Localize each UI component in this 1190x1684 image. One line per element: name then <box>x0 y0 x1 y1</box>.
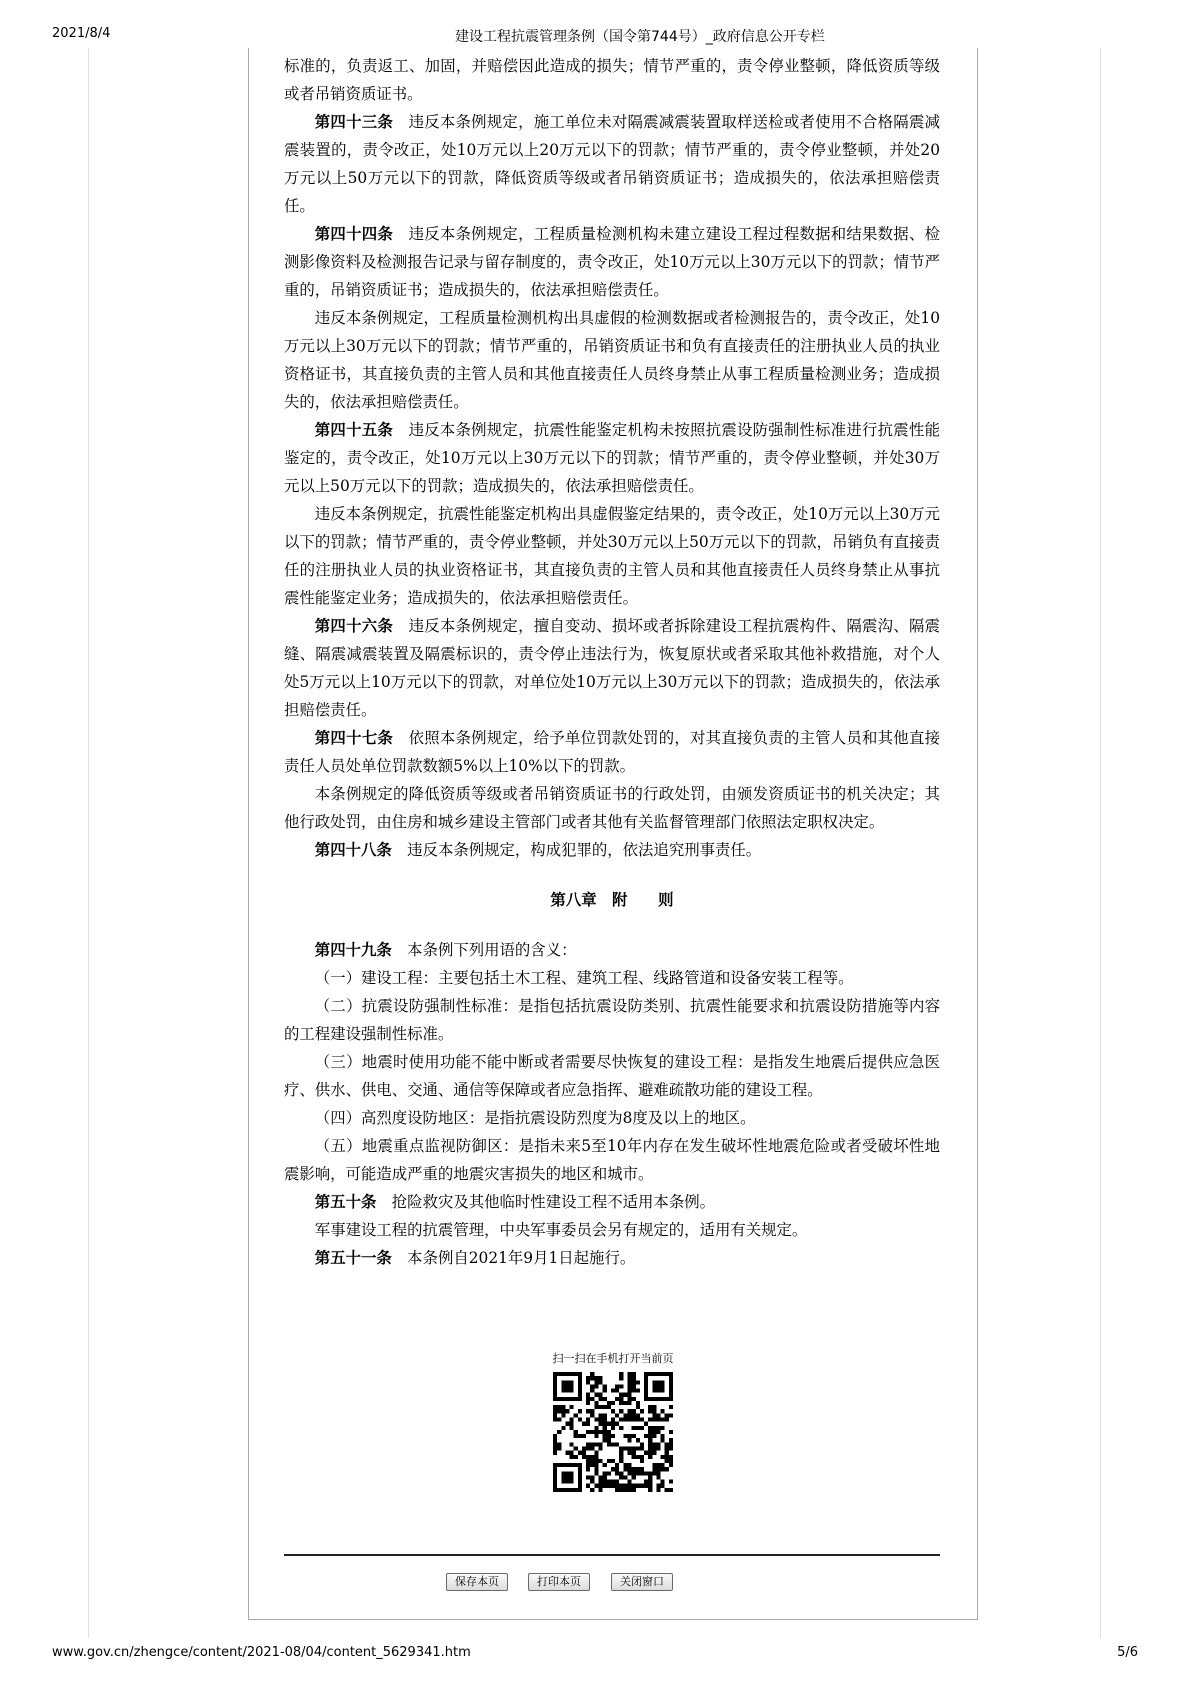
qr-caption: 扫一扫在手机打开当前页 <box>552 1352 674 1365</box>
print-date: 2021/8/4 <box>52 26 111 41</box>
paragraph <box>284 304 940 416</box>
paragraph-text: 本条例规定的降低资质等级或者吊销资质证书的行政处罚，由颁发资质证书的机关决定；其他行政处罚，由住房和城乡建设主管部门或者其他有关监督管理部门依照法定职权决定。 <box>284 785 940 831</box>
paragraph-text: 军事建设工程的抗震管理，中央军事委员会另有规定的，适用有关规定。 <box>314 1221 808 1239</box>
save-page-button[interactable]: 保存本页 <box>446 1573 508 1591</box>
paragraph-text: 违反本条例规定，工程质量检测机构出具虚假的检测数据或者检测报告的，责令改正，处10万元以上30万元以下的罚款；情节严重的，吊销资质证书和负有直接责任的注册执业人员的执业资格证书，其直接负责的主管人员和其他直接责任人员终身禁止从事工程质量检测业务；造成损失的，依法承担赔偿责任。 <box>284 309 940 411</box>
paragraph-text: 违反本条例规定，抗震性能鉴定机构未按照抗震设防强制性标准进行抗震性能鉴定的，责令改正，处10万元以上30万元以下的罚款；情节严重的，责令停业整顿，并处30万元以上50万元以下的罚款；造成损失的，依法承担赔偿责任。 <box>284 421 940 495</box>
paragraph <box>284 1104 940 1132</box>
paragraph <box>284 220 940 304</box>
article-number: 第四十七条 <box>314 729 393 747</box>
paragraph <box>284 836 940 864</box>
paragraph <box>284 1132 940 1188</box>
paragraph <box>284 416 940 500</box>
paragraph-text: 违反本条例规定，构成犯罪的，依法追究刑事责任。 <box>407 841 762 859</box>
paragraph-text: 抢险救灾及其他临时性建设工程不适用本条例。 <box>391 1193 715 1211</box>
chapter-title: 第八章 附 则 <box>550 891 674 909</box>
paragraph <box>284 1048 940 1104</box>
paragraph-text: （四）高烈度设防地区：是指抗震设防烈度为8度及以上的地区。 <box>314 1109 756 1127</box>
paragraph <box>284 724 940 780</box>
paragraph <box>284 1216 940 1244</box>
article-number: 第五十一条 <box>314 1249 392 1267</box>
article-number: 第四十六条 <box>314 617 393 635</box>
paragraph-text: 违反本条例规定，抗震性能鉴定机构出具虚假鉴定结果的，责令改正，处10万元以上30万元以下的罚款；情节严重的，责令停业整顿，并处30万元以上50万元以下的罚款，吊销负有直接责任的注册执业人员的执业资格证书，其直接负责的主管人员和其他直接责任人员终身禁止从事抗震性能鉴定业务；造成损失的，依法承担赔偿责任。 <box>284 505 940 607</box>
page-action-bar <box>0 1573 1190 1593</box>
print-url: www.gov.cn/zhengce/content/2021-08/04/content_5629341.htm <box>52 1645 471 1660</box>
paragraph-text: 违反本条例规定，擅自变动、损坏或者拆除建设工程抗震构件、隔震沟、隔震缝、隔震减震装置及隔震标识的，责令停止违法行为，恢复原状或者采取其他补救措施，对个人处5万元以上10万元以下的罚款，对单位处10万元以上30万元以下的罚款；造成损失的，依法承担赔偿责任。 <box>284 617 940 719</box>
paragraph <box>284 992 940 1048</box>
paragraph <box>284 500 940 612</box>
paragraph <box>284 1244 940 1272</box>
paragraph-text: 违反本条例规定，施工单位未对隔震减震装置取样送检或者使用不合格隔震减震装置的，责令改正，处10万元以上20万元以下的罚款；情节严重的，责令停业整顿，并处20万元以上50万元以下的罚款，降低资质等级或者吊销资质证书；造成损失的，依法承担赔偿责任。 <box>284 113 940 215</box>
qr-code-block <box>548 1350 678 1496</box>
paragraph-text: （三）地震时使用功能不能中断或者需要尽快恢复的建设工程：是指发生地震后提供应急医疗、供水、供电、交通、通信等保障或者应急指挥、避难疏散功能的建设工程。 <box>284 1053 940 1099</box>
paragraph <box>284 1188 940 1216</box>
paragraph <box>284 108 940 220</box>
article-body <box>284 52 940 1272</box>
paragraph <box>284 936 940 964</box>
article-number: 第四十四条 <box>314 225 393 243</box>
paragraph-text: 本条例下列用语的含义： <box>407 941 577 959</box>
article-number: 第四十五条 <box>314 421 393 439</box>
qr-code-image <box>553 1372 673 1492</box>
paragraph <box>284 52 940 108</box>
close-window-button[interactable]: 关闭窗口 <box>611 1573 673 1591</box>
article-number: 第四十八条 <box>314 841 392 859</box>
paragraph-text: 本条例自2021年9月1日起施行。 <box>407 1249 636 1267</box>
page-side-line-right <box>1100 48 1101 1638</box>
page-side-line-left <box>88 48 89 1638</box>
bottom-divider <box>284 1554 940 1556</box>
article-number: 第四十九条 <box>314 941 392 959</box>
paragraph <box>284 780 940 836</box>
article-number: 第五十条 <box>314 1193 377 1211</box>
paragraph-list-appendix <box>284 936 940 1272</box>
print-header <box>0 26 1190 46</box>
paragraph-list <box>284 52 940 864</box>
print-page-button[interactable]: 打印本页 <box>528 1573 590 1591</box>
paragraph-text: （一）建设工程：主要包括土木工程、建筑工程、线路管道和设备安装工程等。 <box>314 969 854 987</box>
paragraph-text: 标准的，负责返工、加固，并赔偿因此造成的损失；情节严重的，责令停业整顿，降低资质等级或者吊销资质证书。 <box>284 57 940 103</box>
paragraph <box>284 612 940 724</box>
paragraph-text: （二）抗震设防强制性标准：是指包括抗震设防类别、抗震性能要求和抗震设防措施等内容的工程建设强制性标准。 <box>284 997 940 1043</box>
article-number: 第四十三条 <box>314 113 393 131</box>
print-page-title: 建设工程抗震管理条例（国令第744号）_政府信息公开专栏 <box>455 29 825 45</box>
paragraph-text: 违反本条例规定，工程质量检测机构未建立建设工程过程数据和结果数据、检测影像资料及检测报告记录与留存制度的，责令改正，处10万元以上30万元以下的罚款；情节严重的，吊销资质证书；造成损失的，依法承担赔偿责任。 <box>284 225 940 299</box>
print-page-number: 5/6 <box>1117 1645 1138 1660</box>
paragraph-text: 依照本条例规定，给予单位罚款处罚的，对其直接负责的主管人员和其他直接责任人员处单位罚款数额5%以上10%以下的罚款。 <box>284 729 940 775</box>
paragraph <box>284 964 940 992</box>
paragraph-text: （五）地震重点监视防御区：是指未来5至10年内存在发生破坏性地震危险或者受破坏性地震影响，可能造成严重的地震灾害损失的地区和城市。 <box>284 1137 940 1183</box>
